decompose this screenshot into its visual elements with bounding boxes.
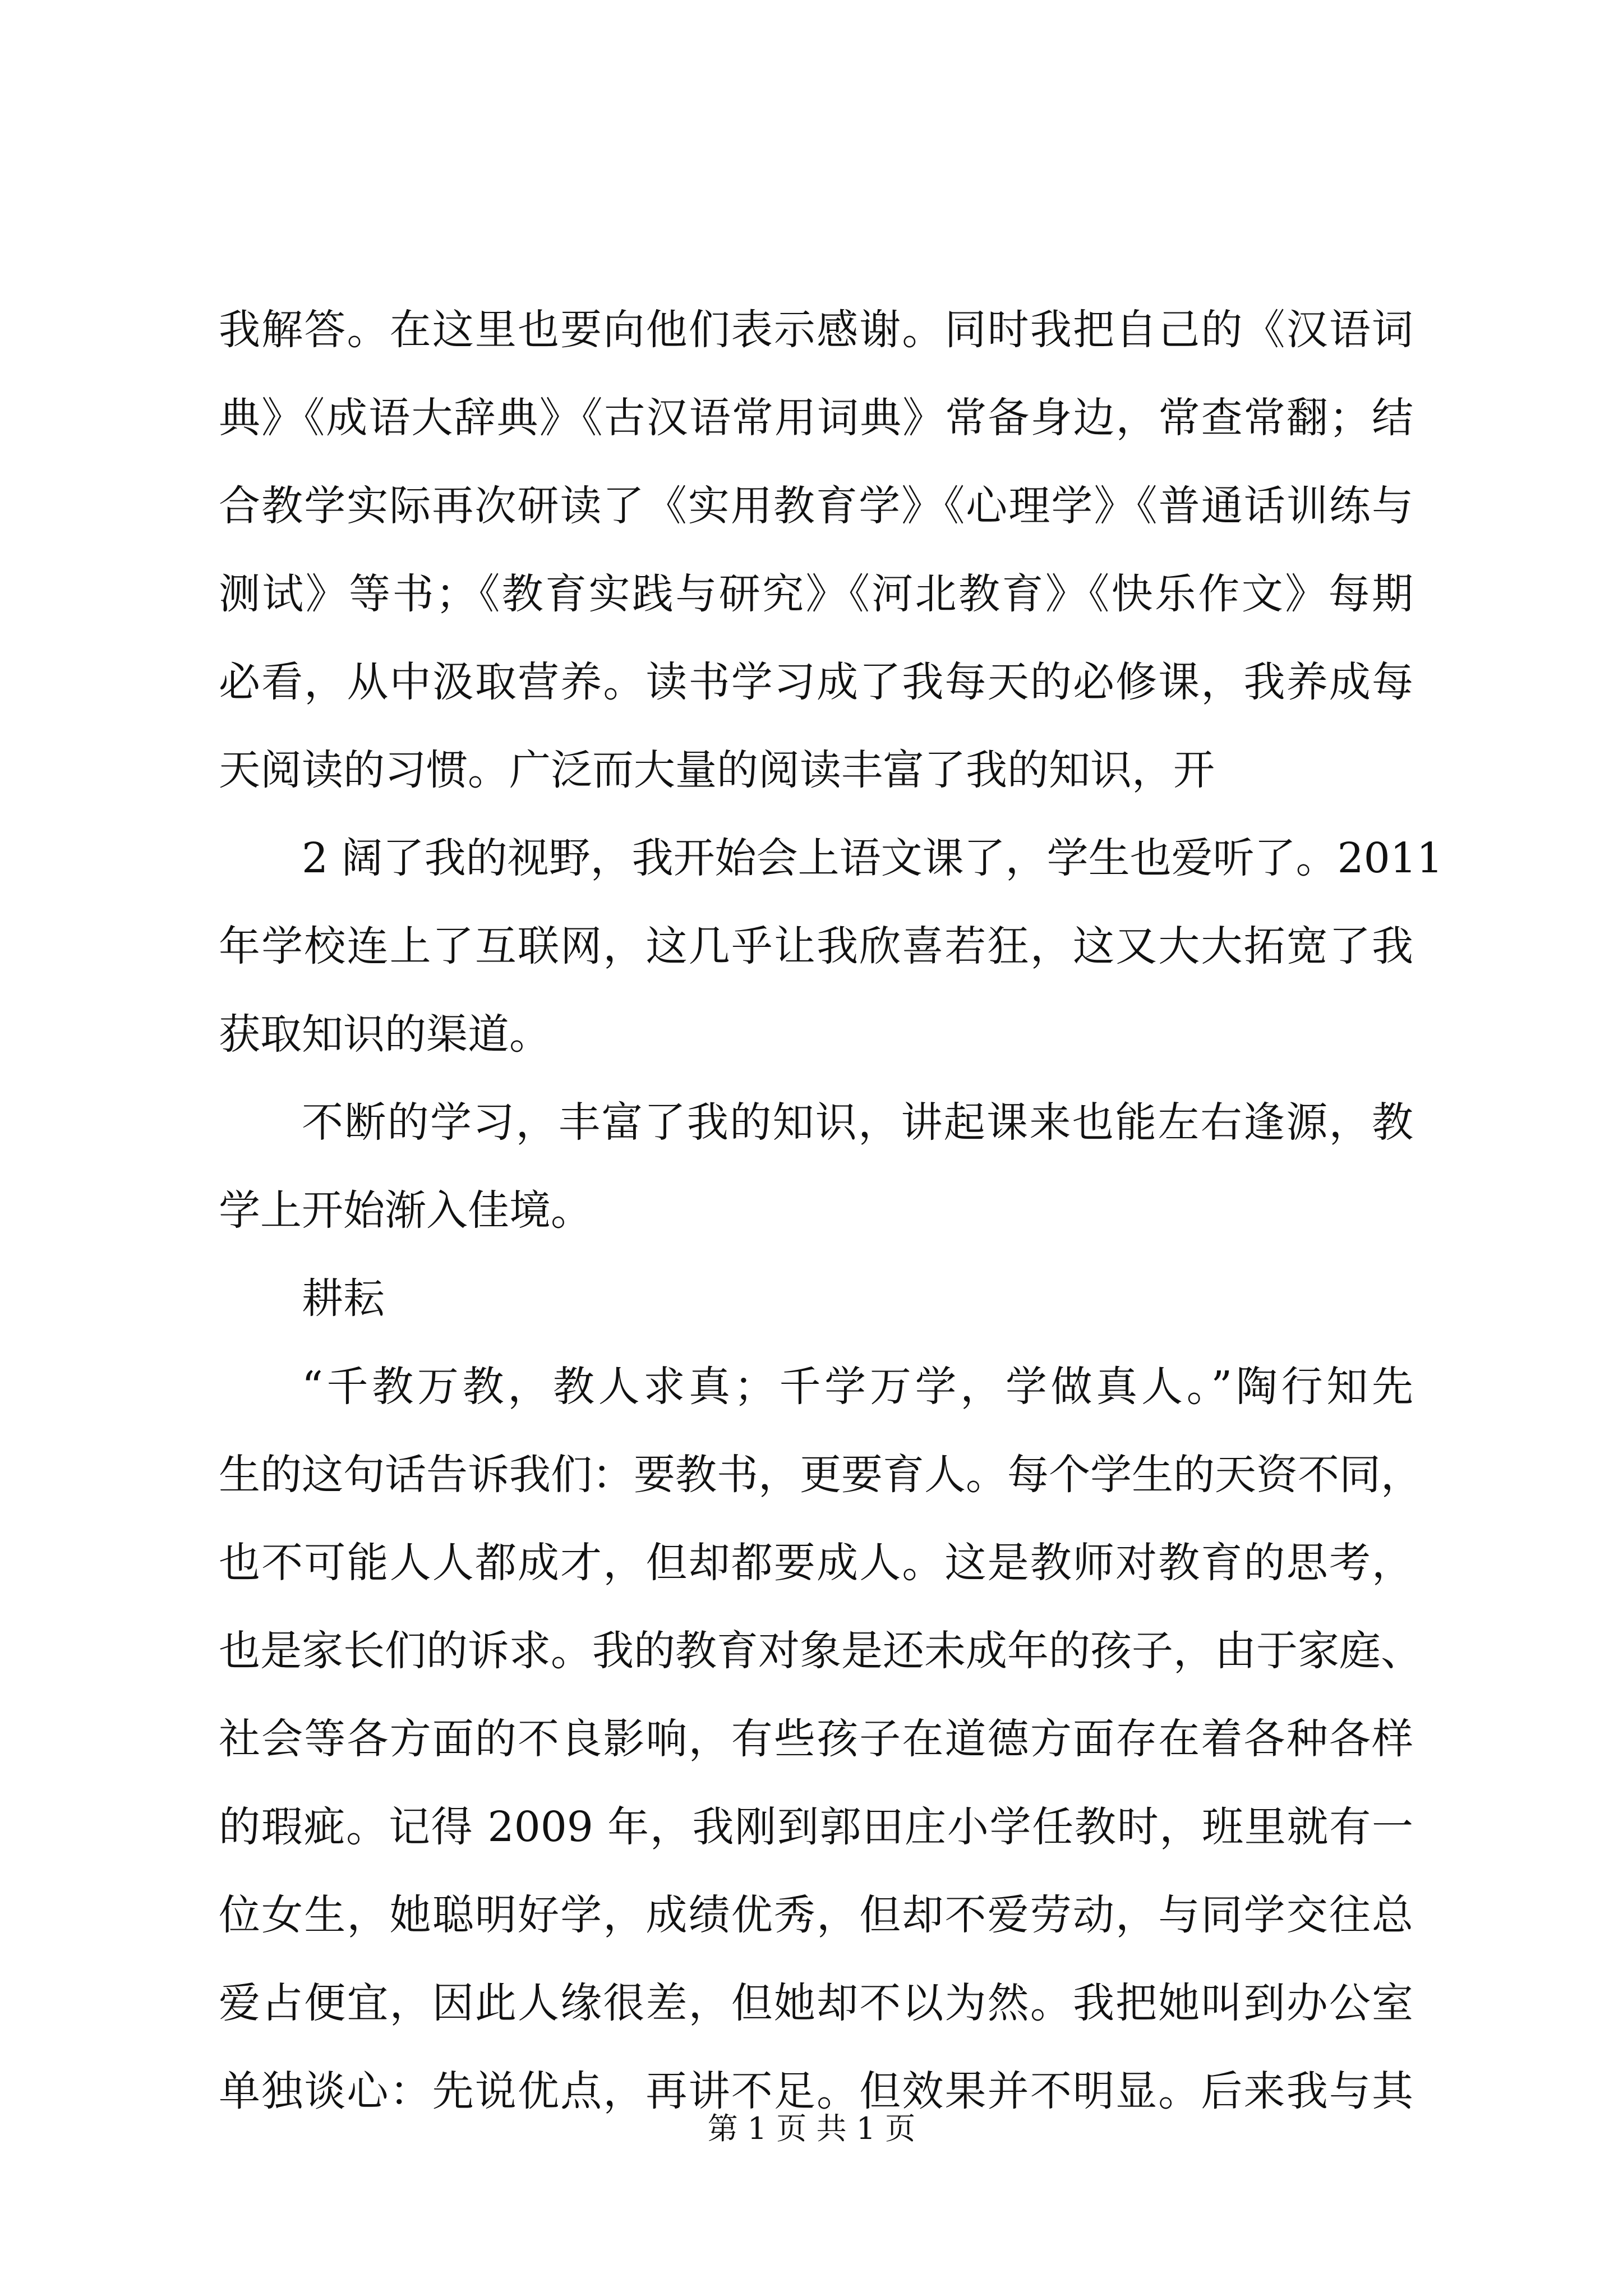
text-line: 年学校连上了互联网，这几乎让我欣喜若狂，这又大大拓宽了我 (219, 922, 1413, 970)
text-line: 测试》等书；《教育实践与研究》《河北教育》《快乐作文》每期 (219, 570, 1413, 618)
text-line: 的瑕疵。记得 2009 年，我刚到郭田庄小学任教时，班里就有一 (219, 1803, 1413, 1851)
text-line: 学上开始渐入佳境。 (219, 1186, 592, 1235)
text-line: “千教万教，教人求真；千学万学，学做真人。”陶行知先 (302, 1363, 1413, 1411)
section-heading: 耕耘 (302, 1274, 385, 1323)
text-line: 生的这句话告诉我们：要教书，更要育人。每个学生的天资不同， (219, 1451, 1422, 1499)
text-line: 单独谈心：先说优点，再讲不足。但效果并不明显。后来我与其 (219, 2067, 1413, 2115)
text-line: 位女生，她聪明好学，成绩优秀，但却不爱劳动，与同学交往总 (219, 1891, 1413, 1939)
body-text (219, 286, 1443, 2136)
text-line: 必看，从中汲取营养。读书学习成了我每天的必修课，我养成每 (219, 658, 1413, 706)
text-line: 2 阔了我的视野，我开始会上语文课了，学生也爱听了。2011 (302, 834, 1443, 882)
text-line: 获取知识的渠道。 (219, 1010, 551, 1059)
page-footer (0, 2109, 1623, 2148)
text-line: 也是家长们的诉求。我的教育对象是还未成年的孩子，由于家庭、 (219, 1627, 1422, 1675)
text-line: 爱占便宜，因此人缘很差，但她却不以为然。我把她叫到办公室 (219, 1979, 1413, 2027)
page-number-label: 第 1 页 共 1 页 (707, 2111, 916, 2146)
text-line: 社会等各方面的不良影响，有些孩子在道德方面存在着各种各样 (219, 1715, 1413, 1763)
text-line: 不断的学习，丰富了我的知识，讲起课来也能左右逢源，教 (302, 1098, 1413, 1147)
text-line: 合教学实际再次研读了《实用教育学》《心理学》《普通话训练与 (219, 482, 1413, 530)
text-line: 我解答。在这里也要向他们表示感谢。同时我把自己的《汉语词 (219, 306, 1413, 354)
text-line: 天阅读的习惯。广泛而大量的阅读丰富了我的知识，开 (219, 746, 1215, 794)
text-line: 也不可能人人都成才，但却都要成人。这是教师对教育的思考， (219, 1539, 1413, 1587)
text-line: 典》《成语大辞典》《古汉语常用词典》常备身边，常查常翻；结 (219, 394, 1413, 442)
